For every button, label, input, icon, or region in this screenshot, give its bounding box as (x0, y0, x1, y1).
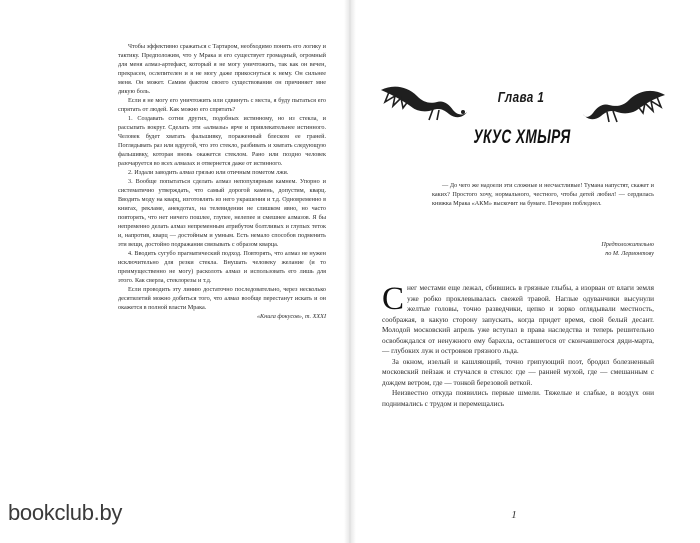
left-paragraph: 2. Издали заводить алмаз грязью или отичным пометом лжи. (128, 169, 289, 176)
dragon-ornament-left-icon (379, 82, 469, 122)
dragon-ornament-right-icon (583, 85, 667, 123)
epigraph-source-line: Предположительно (601, 241, 654, 248)
epigraph-source (520, 240, 654, 258)
right-paragraph-first (382, 283, 654, 357)
right-paragraph-text: нег местами еще лежал, сбившись в грязные глыбы, а изорван от влаги земля уже робко проклевывалась свежей травой. Наглые одуванчики высунули желтые головы, точно разведчики, цепко и зорко оглядывали местность, соображая, в какую сторону запускать, когда придет время, свой белый десант. Молодой московский апрель уже вступал в права наследства и теперь решительно освобождался от ненужного ему барахла, оставшегося от скончавшегося дяди-марта, — глубоких луж и островков грязного льда. (382, 283, 654, 355)
left-paragraph: 4. Вводить сугубо прагматический подход. Повторять, что алмаз не нужен исключительно для резки стекла. Внушать человеку желание (и то преимущественно не могу) расколоть алмаз и использовать его лишь для этого. Как сверла, стеклорезы и т.д. (118, 250, 326, 284)
left-page-text (118, 42, 326, 321)
epigraph-source-line: по М. Лермонтову (605, 250, 654, 257)
left-paragraph: Если проводить эту линию достаточно последовательно, через несколько десятилетий можно добиться того, что алмаз вообще перестанут искать и он окажется в полной власти Мрака. (118, 286, 326, 311)
left-paragraph: Чтобы эффективно сражаться с Тартаром, необходимо понять его логику и тактику. Предположим, что у Мрака и его существует громадный, огромный для меня алмаз-артефакт, который я не могу уничтожить, так как он вечен, прекрасен, ослепителен и я не могу даже прикоснуться к нему. Он сильнее меня. Он может. Самим фактом своего существования он причиняет мне дикую боль. (118, 43, 326, 95)
right-paragraph: За окном, изелый и кашляющий, точно грипующий поэт, бродил болезненный московский пейзаж и стучался в стекло: где — ранней мухой, где — смешанным с дождем ветром, где — тонкой березовой веткой. (382, 356, 654, 387)
left-paragraph: 3. Вообще попытаться сделать алмаз непопулярным камнем. Упорно и систематично утверждать, что самый дорогой камень, допустим, кварц. Вводить моду на кварц, изготовлять из него украшения и т.д. Одновременно в книгах, рекламе, анекдотах, на телевидении не слишком явно, но часто повторять, что нет ничего пошлее, глупее, нелепее и смешнее алмазов. Я бы непременно делать алмаз непременным атрибутом болтливых и глупых теток и, напротив, кварц — достойным и умным. Есть немало способов подменить эти вещи, достойно подражания связывать с образом кварца. (118, 178, 326, 248)
drop-cap: С (382, 281, 405, 317)
watermark-logo: bookclub.by (8, 500, 123, 525)
right-page-text (382, 283, 654, 409)
chapter-label: Глава 1 (497, 89, 545, 106)
left-paragraph: 1. Создавать сотни других, подобных истинному, но из стекла, и рассыпать вокруг. Сделать эти «алмазы» ярче и привлекательнее истинного. Человек будет хватать фальшивку, пораженный блеском ее граней. Поглядывать раз или вдругой, что это стекло, разбивать и хватать следующую фальшивку, которая вновь окажется стеклом. Рано или поздно человек разочаруется во всех алмазах и отвернется даже от истинного. (118, 115, 326, 167)
page-number: 1 (511, 509, 517, 521)
left-paragraph: Если я не могу его уничтожить или сдвинуть с места, я буду пытаться его спрятать от людей. Как можно его спрятать? (118, 97, 326, 113)
left-signature: «Книга фокусов», т. XXXI (256, 313, 326, 320)
chapter-title: УКУС ХМЫРЯ (473, 127, 571, 148)
right-paragraph: Неизвестно откуда появились первые шмели. Тяжелые и слабые, в воздух они поднимались с трудом и перемещались (382, 388, 654, 408)
epigraph-text: — До чего же надоели эти сложные и несчастливые! Тумана напустят, скажет и каких? Простого хочу, нормального, честного, чтобы детей любил! — сердилась книжка Мрака «АКМ» выскочит на бумаге. Печорин побледнел. (432, 182, 654, 207)
epigraph (432, 181, 654, 208)
book-spine (344, 0, 356, 543)
